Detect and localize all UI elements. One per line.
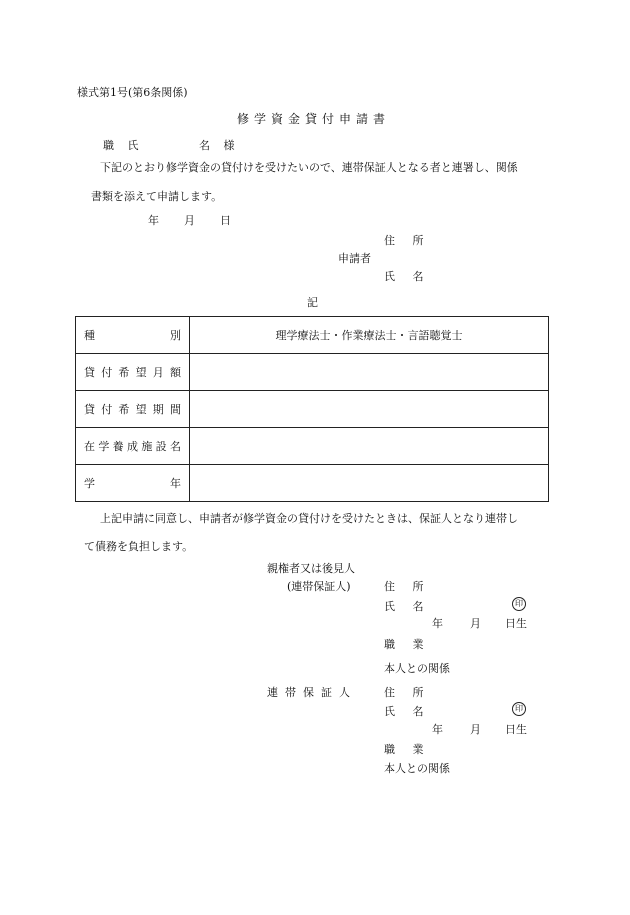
guarantor1-name-label: 氏 名 <box>384 600 431 613</box>
guarantor2-occupation-label: 職 業 <box>384 743 431 756</box>
guarantor2-dob-month: 月 <box>470 723 481 736</box>
date-year: 年 <box>148 214 159 227</box>
table-row <box>76 317 549 354</box>
row-label-monthly-amount: 貸付希望月額 <box>76 354 190 391</box>
guarantor1-dob-year: 年 <box>432 617 443 630</box>
intro-line-2: 書類を添えて申請します。 <box>91 190 223 203</box>
table-row <box>76 428 549 465</box>
form-number: 様式第1号(第6条関係) <box>77 86 188 99</box>
guarantor2-address-label: 住 所 <box>384 686 431 699</box>
row-value-type: 理学療法士・作業療法士・言語聴覚士 <box>190 317 549 354</box>
consent-line-2: て債務を負担します。 <box>84 540 194 553</box>
ki-label: 記 <box>307 296 318 309</box>
row-value-grade[interactable] <box>190 465 549 502</box>
table-row <box>76 354 549 391</box>
date-day: 日 <box>220 214 231 227</box>
guarantor1-occupation-label: 職 業 <box>384 638 431 651</box>
guarantor1-dob-month: 月 <box>470 617 481 630</box>
date-month: 月 <box>184 214 195 227</box>
guarantor2-dob-year: 年 <box>432 723 443 736</box>
guarantor1-seal-icon: 印 <box>512 597 526 611</box>
applicant-name-label: 氏 名 <box>384 270 431 283</box>
addressee-name-label: 名 様 <box>199 139 240 152</box>
table-row <box>76 465 549 502</box>
guarantor1-address-label: 住 所 <box>384 580 431 593</box>
guarantor2-relation-label: 本人との関係 <box>384 762 450 775</box>
row-label-school-name: 在学養成施設名 <box>76 428 190 465</box>
application-table <box>75 316 549 502</box>
guarantor2-heading: 連帯保証人 <box>267 686 357 699</box>
row-label-type: 種別 <box>76 317 190 354</box>
guarantor2-dob-day: 日生 <box>505 723 527 736</box>
guarantor2-seal-icon: 印 <box>512 702 526 716</box>
row-label-period: 貸付希望期間 <box>76 391 190 428</box>
guarantor1-subheading: (連帯保証人) <box>287 580 351 593</box>
document-title: 修学資金貸付申請書 <box>237 112 391 126</box>
guarantor1-relation-label: 本人との関係 <box>384 662 450 675</box>
applicant-address-label: 住 所 <box>384 234 431 247</box>
guarantor1-dob-day: 日生 <box>505 617 527 630</box>
consent-line-1: 上記申請に同意し、申請者が修学資金の貸付けを受けたときは、保証人となり連帯し <box>100 512 518 525</box>
row-label-grade: 学年 <box>76 465 190 502</box>
addressee-title: 職 氏 <box>103 139 144 152</box>
row-value-monthly-amount[interactable] <box>190 354 549 391</box>
intro-line-1: 下記のとおり修学資金の貸付けを受けたいので、連帯保証人となる者と連署し、関係 <box>100 161 518 174</box>
applicant-role-label: 申請者 <box>338 252 371 265</box>
row-value-school-name[interactable] <box>190 428 549 465</box>
table-row <box>76 391 549 428</box>
guarantor2-name-label: 氏 名 <box>384 705 431 718</box>
row-value-period[interactable] <box>190 391 549 428</box>
guarantor1-heading: 親権者又は後見人 <box>267 562 355 575</box>
